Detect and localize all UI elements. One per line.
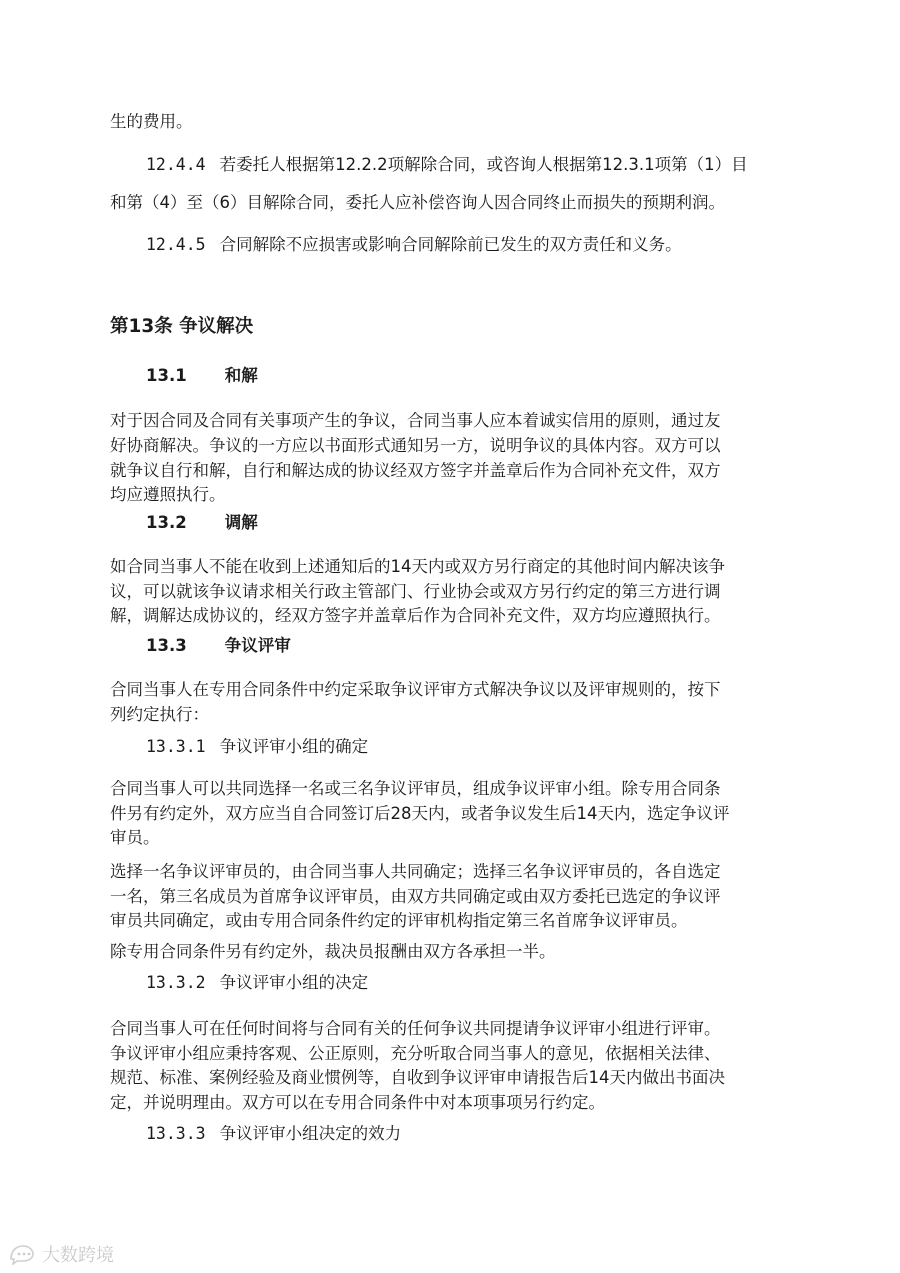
text-line: 一名，第三名成员为首席争议评审员，由双方共同确定或由双方委托已选定的争议评 (110, 887, 721, 906)
text-line: 争议评审小组应秉持客观、公正原则，充分听取合同当事人的意见，依据相关法律、 (110, 1044, 721, 1063)
section-heading-13-2 (146, 513, 258, 533)
chapter-title: 第13条 争议解决 (110, 316, 254, 337)
text-line: 生的费用。 (110, 112, 193, 131)
subsection-title: 争议评审小组的确定 (219, 737, 369, 756)
clause-text: 合同解除不应损害或影响合同解除前已发生的双方责任和义务。 (219, 235, 682, 254)
clause-number: 12.4.5 (146, 235, 206, 254)
subsection-number: 13.3.1 (146, 737, 206, 756)
subsection-number: 13.3.2 (146, 973, 206, 992)
text-line: 合同当事人可在任何时间将与合同有关的任何争议共同提请争议评审小组进行评审。 (110, 1019, 721, 1038)
text-line: 审员。 (110, 828, 160, 847)
section-title: 调解 (224, 513, 258, 532)
section-heading-13-3 (146, 636, 291, 656)
text-line: 解，调解达成协议的，经双方签字并盖章后作为合同补充文件，双方均应遵照执行。 (110, 606, 721, 625)
watermark (8, 1240, 114, 1268)
subsection-heading-13-3-1 (146, 737, 368, 757)
clause-text: 若委托人根据第12.2.2项解除合同，或咨询人根据第12.3.1项第（1）目 (219, 155, 748, 174)
text-line: 定，并说明理由。双方可以在专用合同条件中对本项事项另行约定。 (110, 1093, 605, 1112)
text-line: 均应遵照执行。 (110, 485, 226, 504)
text-line: 件另有约定外，双方应当自合同签订后28天内，或者争议发生后14天内，选定争议评 (110, 804, 730, 823)
text-line: 列约定执行： (110, 705, 209, 724)
text-line: 和第（4）至（6）目解除合同，委托人应补偿咨询人因合同终止而损失的预期利润。 (110, 193, 725, 212)
subsection-title: 争议评审小组的决定 (219, 973, 369, 992)
text-line: 合同当事人可以共同选择一名或三名争议评审员，组成争议评审小组。除专用合同条 (110, 779, 721, 798)
text-line: 除专用合同条件另有约定外，裁决员报酬由双方各承担一半。 (110, 942, 556, 961)
subsection-heading-13-3-3 (146, 1124, 401, 1144)
subsection-number: 13.3.3 (146, 1124, 206, 1143)
clause-number: 12.4.4 (146, 155, 206, 174)
text-line: 就争议自行和解，自行和解达成的协议经双方签字并盖章后作为合同补充文件，双方 (110, 461, 721, 480)
watermark-text: 大数跨境 (42, 1245, 114, 1266)
text-line: 规范、标准、案例经验及商业惯例等，自收到争议评审申请报告后14天内做出书面决 (110, 1068, 725, 1087)
subsection-title: 争议评审小组决定的效力 (219, 1124, 402, 1143)
chat-bubble-icon (8, 1243, 36, 1265)
section-title: 和解 (224, 366, 258, 385)
text-line: 审员共同确定，或由专用合同条件约定的评审机构指定第三名首席争议评审员。 (110, 911, 688, 930)
text-line: 合同当事人在专用合同条件中约定采取争议评审方式解决争议以及评审规则的，按下 (110, 680, 721, 699)
text-line: 议，可以就该争议请求相关行政主管部门、行业协会或双方另行约定的第三方进行调 (110, 582, 721, 601)
section-title: 争议评审 (224, 636, 291, 655)
clause-12-4-4 (146, 155, 748, 175)
subsection-heading-13-3-2 (146, 973, 368, 993)
section-number: 13.2 (146, 513, 187, 532)
text-line: 好协商解决。争议的一方应以书面形式通知另一方，说明争议的具体内容。双方可以 (110, 436, 721, 455)
text-line: 如合同当事人不能在收到上述通知后的14天内或双方另行商定的其他时间内解决该争 (110, 557, 725, 576)
text-line: 选择一名争议评审员的，由合同当事人共同确定；选择三名争议评审员的，各自选定 (110, 862, 721, 881)
text-line: 对于因合同及合同有关事项产生的争议，合同当事人应本着诚实信用的原则，通过友 (110, 411, 721, 430)
section-number: 13.3 (146, 636, 187, 655)
clause-12-4-5 (146, 235, 682, 255)
section-heading-13-1 (146, 366, 258, 386)
section-number: 13.1 (146, 366, 187, 385)
